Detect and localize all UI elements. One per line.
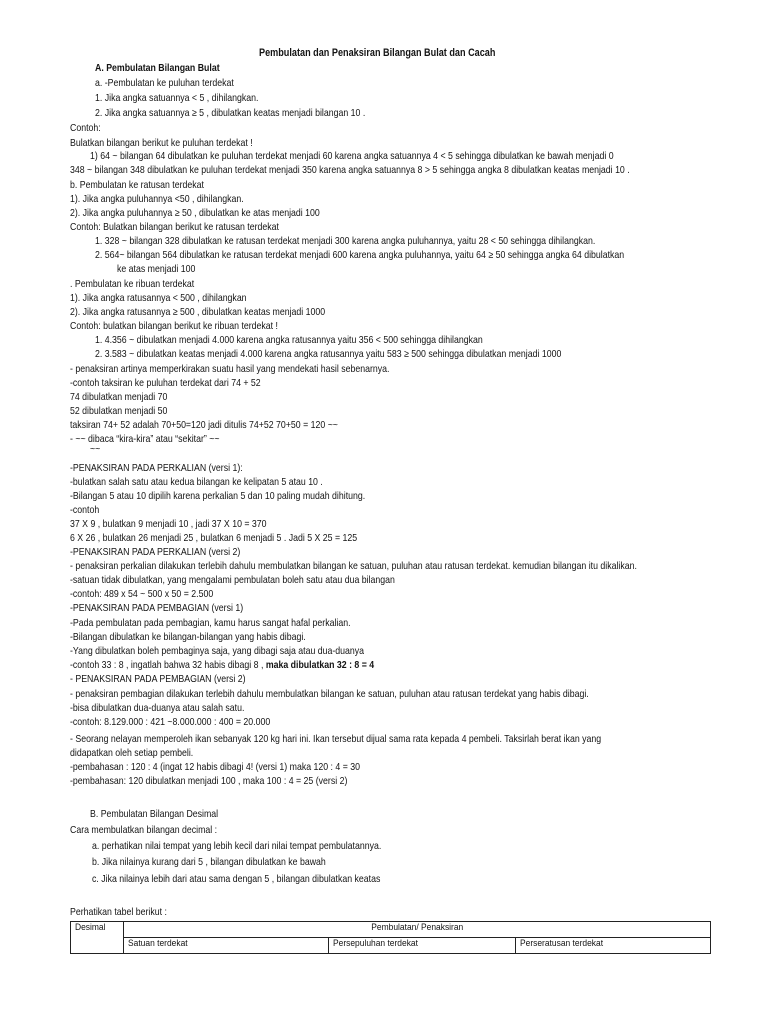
text-line-content: -contoh 33 : 8 , ingatlah bahwa 32 habis dibagi 8 , (70, 660, 264, 671)
text-line-content: -Bilangan dibulatkan ke bilangan-bilangan yang habis dibagi. (70, 632, 306, 643)
text-line-content: -PENAKSIRAN PADA PERKALIAN (versi 1): (70, 463, 243, 474)
text-line (70, 546, 240, 560)
text-line (70, 193, 244, 207)
table-subheader-perseratusan: Perseratusan terdekat (516, 938, 711, 954)
text-line (70, 504, 99, 518)
text-line (70, 761, 360, 775)
table-subheader-persepuluhan: Persepuluhan terdekat (329, 938, 516, 954)
text-line-content: c. Jika nilainya lebih dari atau sama dengan 5 , bilangan dibulatkan keatas (92, 874, 381, 885)
text-line-content: didapatkan oleh setiap pembeli. (70, 748, 194, 759)
text-line (95, 77, 234, 91)
text-line-content: 2). Jika angka puluhannya ≥ 50 , dibulatkan ke atas menjadi 100 (70, 208, 320, 219)
text-line (95, 92, 258, 106)
text-line (70, 747, 193, 761)
text-line (95, 334, 483, 348)
text-line-content: Bulatkan bilangan berikut ke puluhan terdekat ! (70, 138, 253, 149)
text-line-content: a. -Pembulatan ke puluhan terdekat (95, 78, 234, 89)
text-line (90, 150, 614, 164)
text-line-content: 1. 4.356 ~ dibulatkan menjadi 4.000 karena angka ratusannya yaitu 356 < 500 sehingga dihilangkan (95, 335, 483, 346)
text-line-content: - penaksiran pembagian dilakukan terlebih dahulu membulatkan bilangan ke satuan, puluhan atau ratusan terdekat yang habis dibagi. (70, 689, 589, 700)
text-line-content: 52 dibulatkan menjadi 50 (70, 406, 168, 417)
text-line (95, 235, 595, 249)
text-line-content: 2). Jika angka ratusannya ≥ 500 , dibulatkan keatas menjadi 1000 (70, 307, 326, 318)
text-line-content: Cara membulatkan bilangan decimal : (70, 825, 218, 836)
text-line (70, 278, 194, 292)
text-line-content: -pembahasan : 120 : 4 (ingat 12 habis dibagi 4! (versi 1) maka 120 : 4 = 30 (70, 762, 361, 773)
text-line (92, 856, 326, 870)
text-line (70, 673, 246, 687)
text-line (70, 775, 347, 789)
text-line-content: -contoh (70, 505, 100, 516)
text-line (70, 688, 589, 702)
text-line (70, 702, 244, 716)
text-line-content: Contoh: (70, 123, 101, 134)
text-line-content: 6 X 26 , bulatkan 26 menjadi 25 , bulatkan 6 menjadi 5 . Jadi 5 X 25 = 125 (70, 533, 358, 544)
text-line (70, 377, 261, 391)
text-line (70, 574, 395, 588)
text-line (70, 602, 243, 616)
text-line (70, 419, 338, 433)
text-line (70, 476, 323, 490)
text-line (70, 588, 213, 602)
text-line (70, 306, 325, 320)
text-line (70, 320, 278, 334)
text-line (70, 716, 270, 730)
text-line-content: -PENAKSIRAN PADA PEMBAGIAN (versi 1) (70, 603, 244, 614)
text-line (95, 348, 561, 362)
text-line (95, 107, 365, 121)
text-line-content: - Seorang nelayan memperoleh ikan sebanyak 120 kg hari ini. Ikan tersebut dijual sama rata kepada 4 pembeli. Taksirlah berat ikan yang (70, 734, 602, 745)
text-line-content: -PENAKSIRAN PADA PERKALIAN (versi 2) (70, 547, 241, 558)
text-line-content: A. Pembulatan Bilangan Bulat (95, 63, 220, 74)
text-line (95, 249, 624, 263)
text-line-content: -contoh: 8.129.000 : 421 ~8.000.000 : 400 = 20.000 (70, 717, 271, 728)
text-line (70, 645, 364, 659)
text-line (95, 62, 220, 76)
text-line-content: -Yang dibulatkan boleh pembaginya saja, yang dibagi saja atau dua-duanya (70, 646, 365, 657)
text-line (70, 560, 637, 574)
text-line-content: taksiran 74+ 52 adalah 70+50=120 jadi ditulis 74+52 70+50 = 120 ~~ (70, 420, 338, 431)
text-line (70, 518, 267, 532)
text-line-content: - PENAKSIRAN PADA PEMBAGIAN (versi 2) (70, 674, 246, 685)
text-line (70, 363, 389, 377)
text-line-content: -satuan tidak dibulatkan, yang mengalami pembulatan boleh satu atau dua bilangan (70, 575, 395, 586)
text-line-content: 1) 64 ~ bilangan 64 dibulatkan ke puluhan terdekat menjadi 60 karena angka satuannya 4 < 5 sehingga dibulatkan ke bawah menjadi 0 (90, 151, 614, 162)
text-line (70, 631, 306, 645)
text-line-content: - penaksiran perkalian dilakukan terlebih dahulu membulatkan bilangan ke satuan, puluhan atau ratusan terdekat. kemudian bilangan itu dikalikan. (70, 561, 637, 572)
text-line-content: -Pada pembulatan pada pembagian, kamu harus sangat hafal perkalian. (70, 618, 351, 629)
text-line-content: B. Pembulatan Bilangan Desimal (90, 809, 219, 820)
text-line (70, 824, 217, 838)
text-line (70, 221, 279, 235)
text-line (70, 617, 351, 631)
text-line-content: Perhatikan tabel berikut : (70, 907, 167, 918)
text-line-content: - ~~ dibaca “kira-kira” atau “sekitar” ~~ (70, 434, 220, 445)
text-line-content: b. Pembulatan ke ratusan terdekat (70, 180, 204, 191)
text-line-content: b. Jika nilainya kurang dari 5 , bilangan dibulatkan ke bawah (92, 857, 326, 868)
text-line (70, 122, 101, 136)
text-line-content: 2. Jika angka satuannya ≥ 5 , dibulatkan keatas menjadi bilangan 10 . (95, 108, 366, 119)
text-line-content: 1). Jika angka puluhannya <50 , dihilangkan. (70, 194, 244, 205)
text-line-content: . Pembulatan ke ribuan terdekat (70, 279, 195, 290)
text-line (117, 263, 195, 277)
bold-conclusion: maka dibulatkan 32 : 8 = 4 (263, 660, 375, 671)
text-line-content: 2. 564~ bilangan 564 dibulatkan ke ratusan terdekat menjadi 600 karena angka puluhannya, yaitu 64 ≥ 50 sehingga angka 64 dibulatkan (95, 250, 625, 261)
text-line-content: 2. 3.583 ~ dibulatkan keatas menjadi 4.000 karena angka ratusannya yaitu 583 ≥ 500 sehingga dibulatkan menjadi 1000 (95, 349, 562, 360)
table-header-desimal: Desimal (71, 922, 124, 954)
text-line-content: a. perhatikan nilai tempat yang lebih kecil dari nilai tempat pembulatannya. (92, 841, 382, 852)
text-line-content: 1. 328 ~ bilangan 328 dibulatkan ke ratusan terdekat menjadi 300 karena angka puluhannya, yaitu 28 < 50 sehingga dihilangkan. (95, 236, 596, 247)
text-line (92, 873, 380, 887)
text-line-content: Contoh: Bulatkan bilangan berikut ke ratusan terdekat (70, 222, 279, 233)
text-line-content: - penaksiran artinya memperkirakan suatu hasil yang mendekati hasil sebenarnya. (70, 364, 390, 375)
text-line-content: 1. Jika angka satuannya < 5 , dihilangkan. (95, 93, 259, 104)
text-line-content: ~~ (90, 444, 101, 455)
text-line (90, 443, 100, 457)
text-line (70, 391, 167, 405)
text-line (70, 164, 630, 178)
text-line-content: 348 ~ bilangan 348 dibulatkan ke puluhan terdekat menjadi 350 karena angka satuannya 8 > 5 sehingga angka 8 dibulatkan keatas menjadi 10 . (70, 165, 630, 176)
decimal-rounding-table (70, 921, 711, 954)
text-line (92, 840, 381, 854)
text-line (70, 292, 247, 306)
text-line-content: -Bilangan 5 atau 10 dipilih karena perkalian 5 dan 10 paling mudah dihitung. (70, 491, 366, 502)
text-line-content: -contoh: 489 x 54 ~ 500 x 50 = 2.500 (70, 589, 214, 600)
text-line-content: 37 X 9 , bulatkan 9 menjadi 10 , jadi 37 X 10 = 370 (70, 519, 267, 530)
text-line (90, 808, 218, 822)
page-title: Pembulatan dan Penaksiran Bilangan Bulat dan Cacah (259, 47, 496, 59)
text-line-content: 1). Jika angka ratusannya < 500 , dihilangkan (70, 293, 247, 304)
text-line (70, 207, 320, 221)
text-line-content: -bulatkan salah satu atau kedua bilangan ke kelipatan 5 atau 10 . (70, 477, 323, 488)
text-line (70, 405, 167, 419)
text-line-content: ke atas menjadi 100 (117, 264, 196, 275)
table-header-group: Pembulatan/ Penaksiran (124, 922, 711, 938)
text-line-content: -bisa dibulatkan dua-duanya atau salah satu. (70, 703, 245, 714)
text-line-content: Contoh: bulatkan bilangan berikut ke ribuan terdekat ! (70, 321, 278, 332)
text-line (70, 906, 167, 920)
text-line-content: -contoh taksiran ke puluhan terdekat dari 74 + 52 (70, 378, 261, 389)
table-subheader-satuan: Satuan terdekat (124, 938, 329, 954)
text-line (70, 137, 253, 151)
text-line (70, 490, 365, 504)
text-line (70, 532, 357, 546)
text-line-content: 74 dibulatkan menjadi 70 (70, 392, 168, 403)
text-line (70, 179, 204, 193)
text-line (70, 659, 374, 673)
text-line (70, 733, 601, 747)
text-line-content: -pembahasan: 120 dibulatkan menjadi 100 , maka 100 : 4 = 25 (versi 2) (70, 776, 348, 787)
text-line (70, 462, 243, 476)
